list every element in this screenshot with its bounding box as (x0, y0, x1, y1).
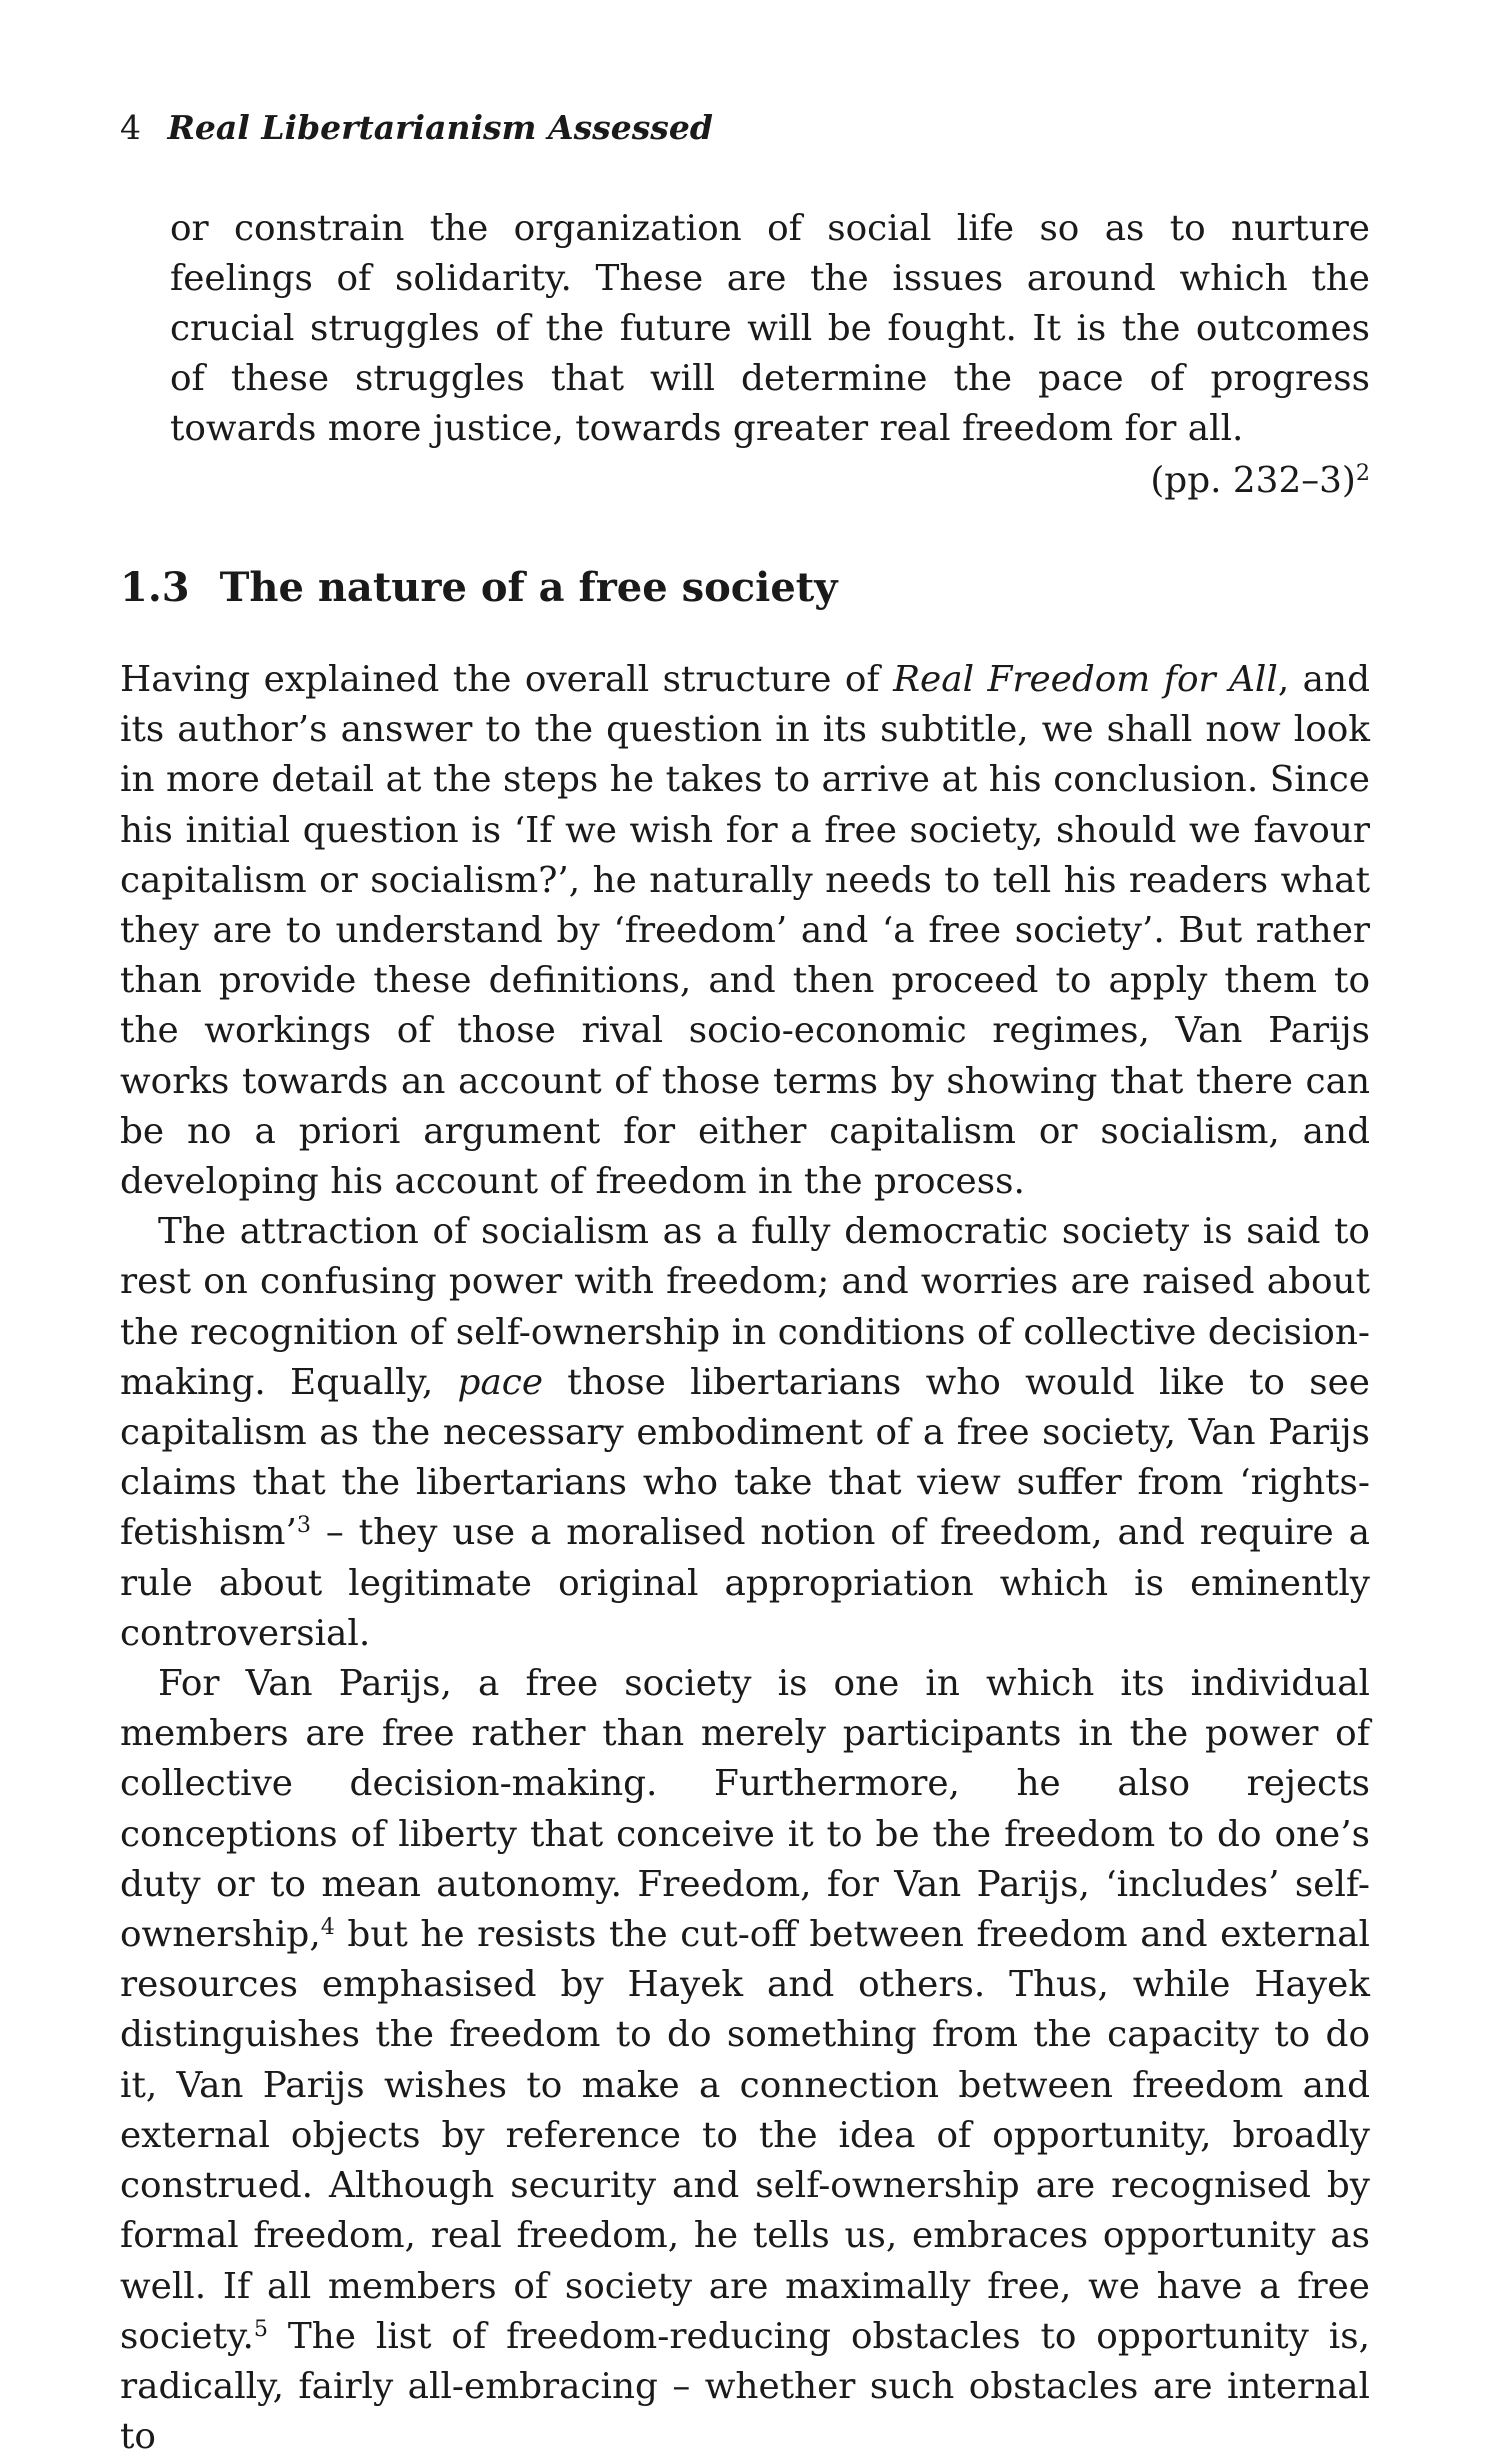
paragraph (120, 1659, 1370, 2462)
running-header (120, 108, 713, 148)
section-number: 1.3 (120, 564, 190, 611)
footnote-marker: 5 (253, 2315, 268, 2342)
italic-term: pace (457, 1361, 544, 1403)
text-run: The list of freedom-reducing obstacles to opportunity is, radically, fairly all-embracing – whether such obstacles are internal to (120, 2315, 1370, 2458)
footnote-marker: 4 (320, 1913, 335, 1940)
text-run: – they use a moralised notion of freedom, and require a rule about legitimate original appropriation which is eminently controversial. (120, 1512, 1370, 1654)
paragraph (120, 1207, 1370, 1659)
book-title: Real Freedom for All (893, 659, 1278, 700)
text-run: but he resists the cut-off between freedom and external resources emphasised by Hayek and others. Thus, while Hayek distinguishes the freedom to do something from the capacity to do it, Van Parijs wishes to make a connection between freedom and external objects by reference to the idea of opportunity, broadly construed. Although security and self-ownership are recognised by formal freedom, real freedom, he tells us, embraces opportunity as well. If all members of society are maximally free, we have a free society. (120, 1914, 1370, 2357)
running-title: Real Libertarianism Assessed (167, 108, 713, 147)
footnote-marker: 2 (1355, 459, 1370, 486)
paragraph (120, 655, 1370, 1207)
section-title: The nature of a free society (219, 564, 838, 611)
text-run: For Van Parijs, a free society is one in which its individual members are free rather than merely participants in the power of collective decision-making. Furthermore, he also rejects conceptions of liberty that conceive it to be the freedom to do one’s duty or to mean autonomy. Freedom, for Van Parijs, ‘includes’ self-ownership, (120, 1663, 1370, 1956)
footnote-marker: 3 (296, 1512, 311, 1539)
page-number: 4 (120, 108, 141, 147)
block-quote: or constrain the organization of social life so as to nurture feelings of solidarity. These are the issues around which the crucial struggles of the future will be fought. It is the outcomes of these struggles that will determine the pace of progress towards more justice, towards greater real freedom for all. (170, 208, 1370, 449)
section-heading (120, 563, 838, 613)
text-run: The attraction of socialism as a fully democratic society is said to rest on confusing power with freedom; and worries are raised about the recognition of self-ownership in conditions of collective decision-making. Equally, (120, 1211, 1370, 1403)
text-run: those libertarians who would like to see capitalism as the necessary embodiment of a free society, Van Parijs claims that the libertarians who take that view suffer from ‘rights-fetishism’ (120, 1361, 1370, 1554)
citation-text: (pp. 232–3) (1150, 460, 1356, 501)
text-run: Having explained the overall structure of (120, 659, 894, 700)
text-run: , and its author’s answer to the question in its subtitle, we shall now look in more detail at the steps he takes to arrive at his conclusion. Since his initial question is ‘If we wish for a free society, should we favour capitalism or socialism?’, he naturally needs to tell his readers what they are to understand by ‘freedom’ and ‘a free society’. But rather than provide these definitions, and then proceed to apply them to the workings of those rival socio-economic regimes, Van Parijs works towards an account of those terms by showing that there can be no a priori argument for either capitalism or socialism, and developing his account of freedom in the process. (120, 659, 1370, 1203)
quote-citation (1150, 456, 1370, 506)
body-text (120, 655, 1370, 2462)
